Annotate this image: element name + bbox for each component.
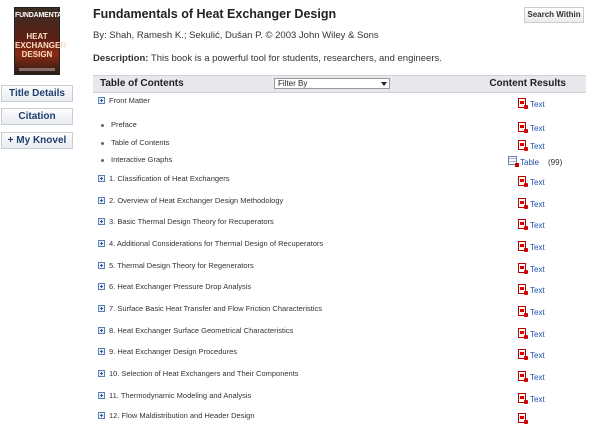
expand-icon[interactable] [98,305,105,312]
search-within-button[interactable]: Search Within [524,7,584,23]
content-result-link[interactable] [508,156,563,170]
result-count: (99) [548,158,563,167]
result-type-label: Text [530,395,545,404]
toc-item-label[interactable]: 10. Selection of Heat Exchangers and Their Components [109,369,299,378]
toc-item-label[interactable]: 8. Heat Exchanger Surface Geometrical Characteristics [109,326,294,335]
toc-item-label[interactable]: Interactive Graphs [111,155,173,164]
description-label: Description: [93,53,149,64]
result-type-label: Text [530,308,545,317]
toc-row [98,97,578,111]
pdf-icon [518,198,526,208]
bullet-icon [101,159,104,162]
expand-icon[interactable] [98,327,105,334]
toc-row [98,412,578,426]
pdf-icon [518,263,526,273]
book-title: Fundamentals of Heat Exchanger Design [93,7,337,21]
toc-row [98,240,578,254]
expand-icon[interactable] [98,262,105,269]
book-authors: By: Shah, Ramesh K.; Sekulić, Dušan P. © 2003 John Wiley & Sons [93,30,379,41]
content-result-link[interactable] [518,263,558,277]
expand-icon[interactable] [98,370,105,377]
cover-title-top: FUNDAMENTALS [15,12,71,19]
toc-header [93,75,586,93]
toc-item-label[interactable]: 11. Thermodynamic Modeling and Analysis [109,391,252,400]
result-type-label: Text [530,142,545,151]
book-description [93,53,442,64]
book-cover [14,7,71,75]
toc-row [98,327,578,341]
result-type-label: Text [530,200,545,209]
bullet-icon [101,142,104,145]
expand-icon[interactable] [98,412,105,419]
content-result-link[interactable] [518,122,558,136]
toc-item-label[interactable]: Front Matter [109,96,150,105]
cover-title-mid: HEAT EXCHANGER DESIGN [15,32,67,59]
pdf-icon [518,122,526,132]
toc-item-label[interactable]: Table of Contents [111,138,170,147]
toc-item-label[interactable]: 7. Surface Basic Heat Transfer and Flow Friction Characteristics [109,304,322,313]
toc-row [98,262,578,276]
cover-author-strip [19,68,55,71]
my-knovel-button[interactable]: + My Knovel [1,132,73,149]
result-type-label: Text [530,330,545,339]
result-type-label: Text [530,100,545,109]
content-result-link[interactable] [518,219,558,233]
result-type-label: Text [530,351,545,360]
pdf-icon [518,241,526,251]
pdf-icon [518,328,526,338]
toc-header-label: Table of Contents [100,78,184,89]
filter-selected-value: Filter By [278,79,308,88]
result-type-label: Text [530,221,545,230]
expand-icon[interactable] [98,175,105,182]
toc-item-label[interactable]: 2. Overview of Heat Exchanger Design Methodology [109,196,284,205]
content-result-link[interactable] [518,284,558,298]
pdf-icon [518,284,526,294]
content-result-link[interactable] [518,306,558,320]
toc-item-label[interactable]: 1. Classification of Heat Exchangers [109,174,230,183]
pdf-icon [518,140,526,150]
bullet-icon [101,124,104,127]
toc-row [98,121,578,135]
result-type-label: Text [530,286,545,295]
table-icon [508,156,517,165]
toc-row [98,348,578,362]
chevron-down-icon [381,82,387,86]
toc-row [98,197,578,211]
pdf-icon [518,176,526,186]
expand-icon[interactable] [98,218,105,225]
result-type-label: Text [530,243,545,252]
result-type-label: Text [530,373,545,382]
result-type-label: Text [530,265,545,274]
toc-row [98,370,578,384]
toc-item-label[interactable]: 4. Additional Considerations for Thermal Design of Recuperators [109,239,324,248]
toc-row [98,156,578,170]
content-result-link[interactable] [518,98,558,112]
content-result-link[interactable] [518,393,558,407]
content-result-link[interactable] [518,198,558,212]
expand-icon[interactable] [98,240,105,247]
citation-button[interactable]: Citation [1,108,73,125]
content-result-link[interactable] [518,328,558,342]
toc-row [98,139,578,153]
pdf-icon [518,349,526,359]
content-result-link[interactable] [518,349,558,363]
expand-icon[interactable] [98,392,105,399]
toc-item-label[interactable]: 9. Heat Exchanger Design Procedures [109,347,237,356]
toc-row [98,283,578,297]
description-text: This book is a powerful tool for students, researchers, and engineers. [150,53,442,64]
content-result-link[interactable] [518,241,558,255]
filter-select[interactable] [274,78,390,89]
toc-row [98,175,578,189]
expand-icon[interactable] [98,348,105,355]
toc-row [98,392,578,406]
expand-icon[interactable] [98,283,105,290]
toc-item-label[interactable]: 3. Basic Thermal Design Theory for Recuperators [109,217,274,226]
content-result-link[interactable] [518,371,558,385]
content-result-link[interactable] [518,176,558,190]
toc-item-label[interactable]: 6. Heat Exchanger Pressure Drop Analysis [109,282,252,291]
pdf-icon [518,371,526,381]
pdf-icon [518,98,526,108]
pdf-icon [518,306,526,316]
content-results-label: Content Results [489,78,566,89]
content-result-link[interactable] [518,413,558,427]
toc-item-label[interactable]: 12. Flow Maldistribution and Header Design [109,411,255,420]
toc-item-label[interactable]: 5. Thermal Design Theory for Regenerators [109,261,254,270]
toc-row [98,218,578,232]
toc-item-label[interactable]: Preface [111,120,137,129]
expand-icon[interactable] [98,197,105,204]
title-details-button[interactable]: Title Details [1,85,73,102]
expand-icon[interactable] [98,97,105,104]
content-result-link[interactable] [518,140,558,154]
result-type-label: Table [520,158,540,167]
pdf-icon [518,219,526,229]
result-type-label: Text [530,124,545,133]
pdf-icon [518,413,526,423]
pdf-icon [518,393,526,403]
toc-row [98,305,578,319]
result-type-label: Text [530,178,545,187]
